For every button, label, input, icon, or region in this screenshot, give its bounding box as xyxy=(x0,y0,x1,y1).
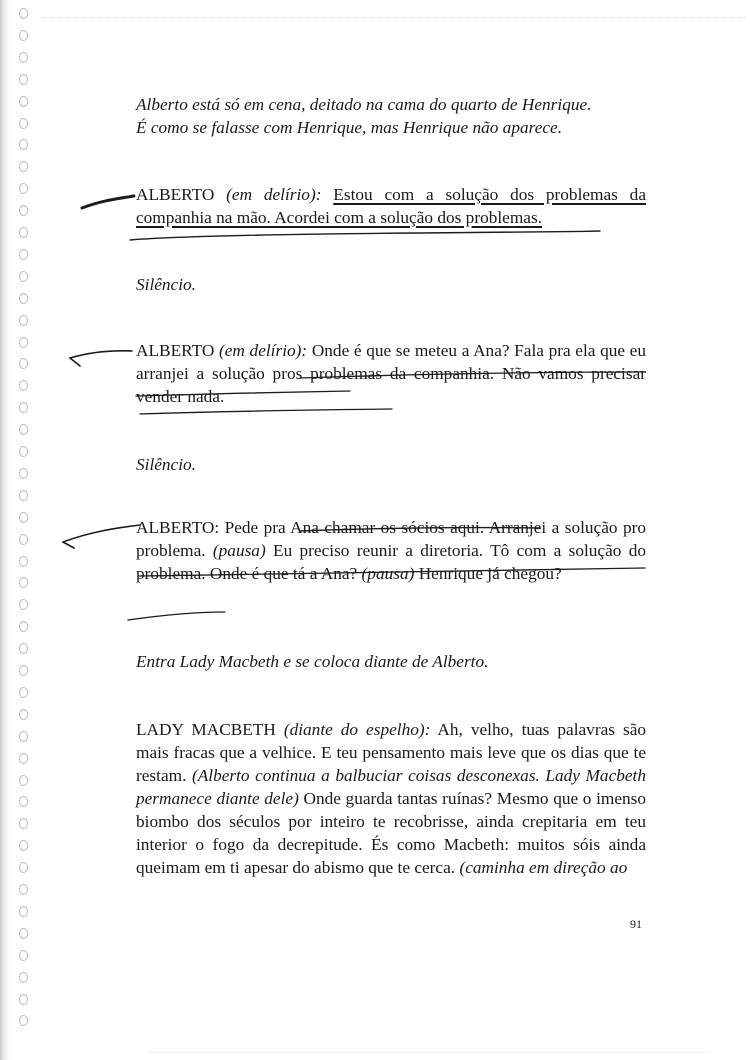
page-number: 91 xyxy=(630,917,642,931)
margin-arrow-stroke xyxy=(63,525,140,542)
margin-arrow-stroke xyxy=(63,542,74,548)
speech-text: Estou com a solução dos problemas da companhia na mão. Acordei com a solução dos problemas. xyxy=(136,185,646,227)
speaker-name: ALBERTO xyxy=(136,341,215,360)
bottom-edge-rule xyxy=(150,1052,710,1053)
bracket-stroke xyxy=(130,231,600,240)
margin-arrow-stroke xyxy=(82,196,134,208)
speaker-name: ALBERTO: xyxy=(136,518,220,537)
speaker-direction: (diante do espelho): xyxy=(283,720,431,739)
speech-text: Ah, velho, tuas palavras são mais fracas que a velhice. E teu pensamento mais leve que os dias que te restam. xyxy=(136,720,646,785)
speech-text: Onde guarda tantas ruínas? Mesmo que o imenso biombo dos séculos por inteiro te recobrisse, ainda crepitaria em teu interior o fogo da decrepitude. És como Macbeth: muitos sóis ainda queimam em ti apesar do abismo que te cerca. xyxy=(136,789,646,877)
margin-arrow-stroke xyxy=(70,351,132,358)
stage-direction-1: Alberto está só em cena, deitado na cama do quarto de Henrique. É como se falasse com Henrique, mas Henrique não aparece. xyxy=(136,95,592,137)
silence-2: Silêncio. xyxy=(136,455,196,474)
speaker-direction: (pausa) xyxy=(361,564,415,583)
speaker-name: LADY MACBETH xyxy=(136,720,276,739)
speaker-name: ALBERTO xyxy=(136,185,215,204)
margin-arrow-stroke xyxy=(70,358,80,366)
bracket-stroke xyxy=(140,409,392,414)
strike-stroke xyxy=(300,528,540,531)
speech-text: Onde é que se meteu a Ana? Fala pra ela que eu arranjei a solução pros problemas da companhia. Não vamos precisar vender nada. xyxy=(136,341,646,406)
strike-stroke xyxy=(136,391,350,396)
speech-text: Henrique já chegou? xyxy=(418,564,562,583)
stage-direction-2: Entra Lady Macbeth e se coloca diante de Alberto. xyxy=(136,652,489,671)
speech-text: Eu preciso reunir a diretoria. Tô com a solução do problema. Onde é que tá a Ana? xyxy=(136,541,647,583)
speaker-direction: (pausa) xyxy=(212,541,266,560)
speech-text: Pede pra Ana chamar os sócios aqui. Arranjei a solução pro problema. xyxy=(136,518,646,560)
speaker-direction: (Alberto continua a balbuciar coisas desconexas. Lady Macbeth permanece diante dele) xyxy=(136,766,646,808)
speaker-direction: (em delírio): xyxy=(226,185,322,204)
speaker-direction: (caminha em direção ao xyxy=(459,858,628,877)
silence-1: Silêncio. xyxy=(136,275,196,294)
strike-stroke xyxy=(300,372,645,378)
bracket-stroke xyxy=(128,612,225,620)
speaker-direction: (em delírio): xyxy=(219,341,308,360)
strike-stroke xyxy=(138,568,645,576)
